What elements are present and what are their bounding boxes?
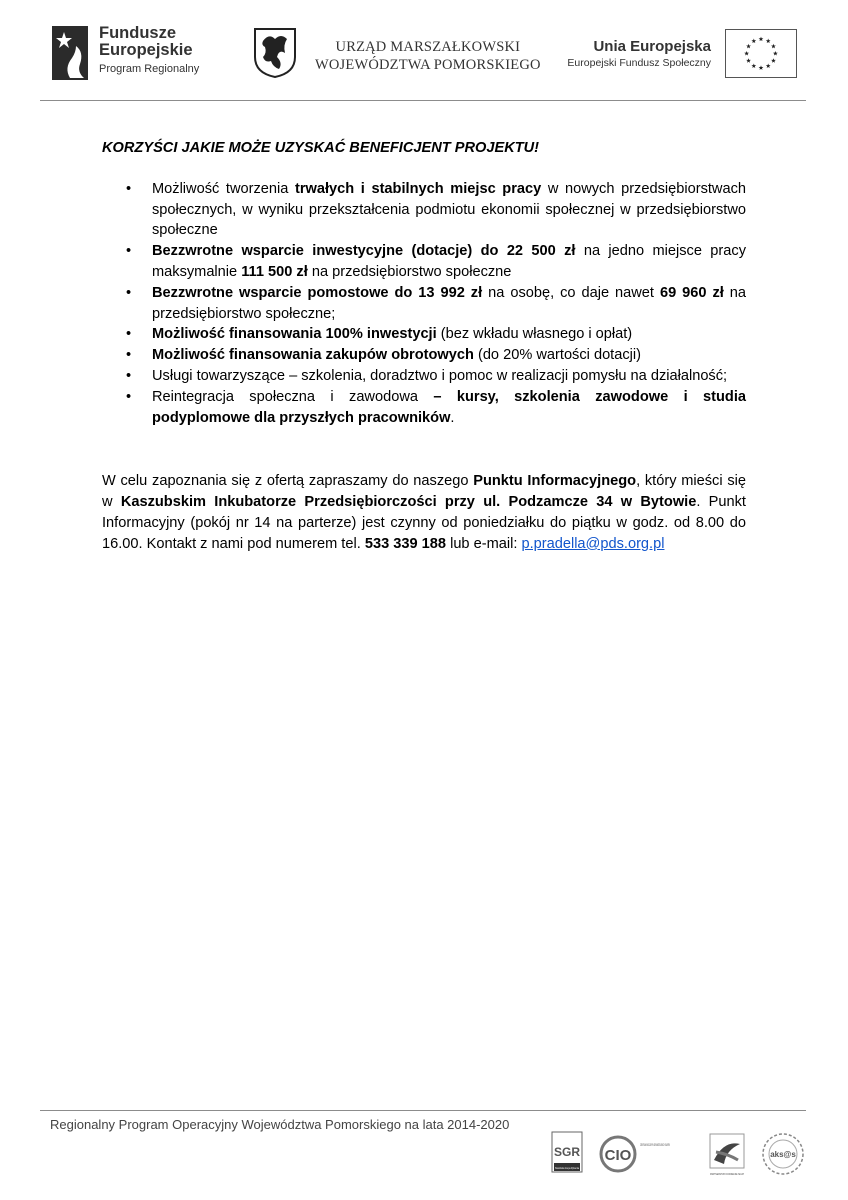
text-run: Reintegracja społeczna i zawodowa (152, 388, 434, 405)
header-divider (40, 100, 806, 101)
benefits-list (102, 179, 746, 429)
bold-text: Możliwość finansowania 100% inwestycji (152, 326, 437, 343)
svg-text:CIO: CIO (604, 1147, 632, 1164)
svg-text:Słowińska Grupa Rybacka: Słowińska Grupa Rybacka (555, 1167, 580, 1170)
eu-star-icon (771, 58, 776, 63)
text-run: (do 20% wartości dotacji) (473, 347, 641, 364)
info-paragraph (102, 471, 746, 554)
fe-line3: Program Regionalny (99, 63, 200, 75)
benefit-item (102, 345, 746, 366)
cio-logo-icon (601, 1137, 670, 1171)
benefit-item (102, 324, 746, 345)
bold-text: Możliwość finansowania zakupów obrotowych (152, 347, 474, 364)
bold-text: Kaszubskim Inkubatorze Przedsiębiorczości przy ul. Podzamcze 34 w Bytowie (120, 494, 697, 511)
page-header (0, 0, 848, 100)
benefit-item (102, 179, 746, 241)
eu-star-icon (771, 44, 776, 49)
eu-star-icon (766, 39, 771, 44)
bold-text: Punktu Informacyjnego (473, 473, 637, 490)
fe-line1: Fundusze (99, 24, 176, 42)
pomorskie-griffin-crest-icon (253, 27, 297, 79)
bold-text: – kursy, szkolenia zawodowe i studia podyplomowe dla przyszłych pracowników (152, 388, 746, 426)
eu-star-icon (773, 51, 778, 56)
svg-text:CENTRUM INICJATYW OBYWATELSKIC: CENTRUM INICJATYW OBYWATELSKICH SŁUPSK (640, 1143, 671, 1147)
ue-line1: Unia Europejska (593, 38, 711, 55)
bold-text: 533 339 188 (364, 535, 447, 552)
text-run: W celu zapoznania się z ofertą zapraszamy do naszego (102, 473, 474, 490)
unia-europejska-text (556, 38, 711, 72)
document-heading: KORZYŚCI JAKIE MOŻE UZYSKAĆ BENEFICJENT PROJEKTU! (102, 140, 540, 156)
eu-flag-icon (725, 29, 797, 78)
bold-text: 69 960 zł (659, 284, 724, 301)
urzad-line2: WOJEWÓDZTWA POMORSKIEGO (315, 57, 541, 73)
text-run: , który mieści się w (102, 473, 746, 511)
partnerstwo-dorzecze-slupi-logo-icon (710, 1134, 744, 1176)
eu-star-icon (744, 51, 749, 56)
svg-text:SGR: SGR (553, 1145, 581, 1159)
urzad-marszalkowski-text (315, 38, 541, 74)
benefit-item (102, 387, 746, 429)
sgr-logo-icon (552, 1132, 582, 1172)
text-run: na przedsiębiorstwo społeczne (307, 263, 512, 280)
eu-star-icon (759, 65, 764, 70)
text-run: na jedno miejsce pracy maksymalnie (152, 243, 746, 280)
bold-text: 111 500 zł (241, 263, 308, 280)
text-run: Usługi towarzyszące – szkolenia, doradztwo i pomoc w realizacji pomysłu na działalność; (152, 367, 728, 384)
fe-line2: Europejskie (99, 41, 193, 59)
eu-star-icon (746, 58, 751, 63)
email-link[interactable]: p.pradella@pds.org.pl (521, 535, 665, 552)
eu-star-icon (766, 63, 771, 68)
text-run: . Punkt Informacyjny (pokój nr 14 na parterze) jest czynny od poniedziałku do piątku w godz. od 8.00 do 16.00. Kontakt z nami pod numerem tel. (102, 494, 746, 552)
benefit-item (102, 283, 746, 325)
aksos-logo-icon (763, 1134, 803, 1174)
bold-text: Bezzwrotne wsparcie pomostowe do 13 992 zł (152, 284, 483, 301)
svg-text:PARTNERSTWO DORZECZE SŁUPI: PARTNERSTWO DORZECZE SŁUPI (710, 1172, 745, 1176)
text-run: (bez wkładu własnego i opłat) (436, 326, 633, 343)
footer-divider (40, 1110, 806, 1111)
eu-star-icon (751, 39, 756, 44)
bold-text: Bezzwrotne wsparcie inwestycyjne (dotacje) do 22 500 zł (152, 243, 576, 260)
eu-star-icon (746, 44, 751, 49)
fundusze-europejskie-text (99, 25, 199, 78)
ue-line2: Europejski Fundusz Społeczny (567, 57, 711, 69)
text-run: Możliwość tworzenia (152, 180, 295, 197)
urzad-line1: URZĄD MARSZAŁKOWSKI (335, 39, 521, 55)
eu-star-icon (759, 37, 764, 42)
benefit-item (102, 241, 746, 283)
svg-text:aks@s: aks@s (770, 1150, 796, 1159)
eu-star-icon (751, 63, 756, 68)
benefit-item (102, 366, 746, 387)
footer-program-text: Regionalny Program Operacyjny Województwa Pomorskiego na lata 2014-2020 (50, 1117, 510, 1132)
text-run: na osobę, co daje nawet (482, 284, 660, 301)
text-run: na przedsiębiorstwo społeczne; (152, 284, 747, 322)
bold-text: trwałych i stabilnych miejsc pracy (294, 180, 542, 197)
footer-partner-logos (548, 1130, 808, 1178)
text-run: w nowych przedsiębiorstwach społecznych, w wyniku przekształcenia podmiotu ekonomii społecznej w przedsiębiorstwo społeczne (152, 180, 746, 239)
text-run: . (450, 409, 455, 426)
document-body (102, 138, 746, 555)
fundusze-europejskie-logo-icon (50, 22, 90, 82)
text-run: lub e-mail: (446, 535, 522, 552)
